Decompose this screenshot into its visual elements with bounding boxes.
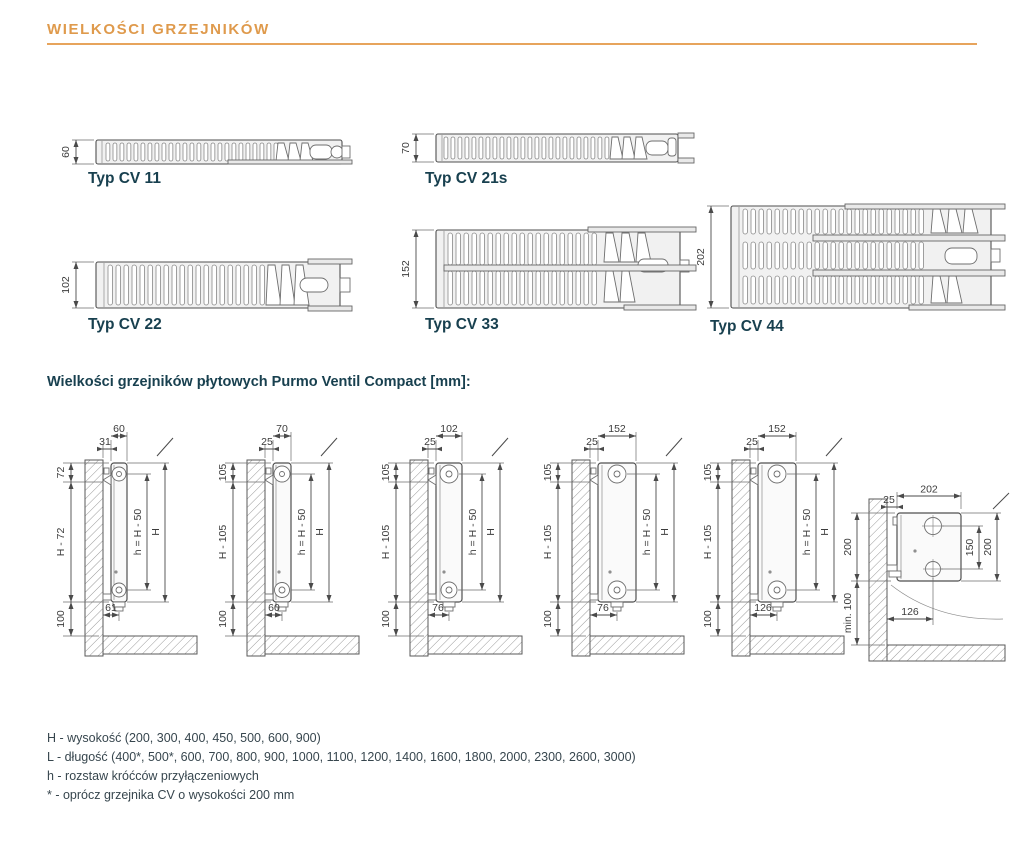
dim-label: 152 bbox=[400, 260, 412, 278]
dim-label: 70 bbox=[400, 142, 412, 154]
type-label-cv33: Typ CV 33 bbox=[425, 316, 499, 333]
radiator-top-profile bbox=[436, 227, 696, 310]
radiator-side-profile bbox=[428, 463, 462, 611]
dim-label: 105 bbox=[702, 463, 714, 482]
dim-label: min. 100 bbox=[842, 592, 854, 634]
dimension-annotations bbox=[400, 230, 434, 308]
cv44-top-view-diagram bbox=[695, 196, 1010, 316]
corner-installation-diagram bbox=[842, 483, 1025, 675]
dim-label: 60 bbox=[268, 602, 280, 614]
dim-label: 100 bbox=[55, 610, 67, 628]
dim-label: 25 bbox=[746, 436, 758, 448]
dim-label: 102 bbox=[60, 276, 72, 294]
legend-line-spacing: h - rozstaw króćców przyłączeniowych bbox=[47, 769, 259, 783]
dim-label: 61 bbox=[105, 602, 117, 614]
dim-label: H - 105 bbox=[380, 524, 392, 560]
dim-label: H bbox=[485, 528, 497, 536]
dim-label: 126 bbox=[754, 602, 772, 614]
dim-label: h = H - 50 bbox=[801, 508, 813, 556]
cv21s-top-view-diagram bbox=[400, 124, 700, 172]
wall-and-floor bbox=[247, 460, 359, 656]
type-label-cv44: Typ CV 44 bbox=[710, 318, 784, 335]
dim-label: 100 bbox=[702, 610, 714, 628]
side-view-cv11 bbox=[45, 420, 210, 670]
cv11-top-view-diagram bbox=[60, 130, 360, 172]
radiator-top-profile bbox=[731, 204, 1005, 310]
page-title: WIELKOŚCI GRZEJNIKÓW bbox=[47, 21, 270, 38]
dim-label: 105 bbox=[542, 463, 554, 482]
radiator-top-profile bbox=[96, 140, 352, 164]
dim-label: H bbox=[150, 528, 162, 536]
dim-label: h = H - 50 bbox=[296, 508, 308, 556]
dim-label: 31 bbox=[99, 436, 111, 448]
dim-label: 152 bbox=[608, 423, 626, 435]
type-label-cv22: Typ CV 22 bbox=[88, 316, 162, 333]
radiator-top-profile bbox=[96, 259, 352, 311]
convector-fins bbox=[743, 276, 923, 304]
dim-label: H bbox=[819, 528, 831, 536]
header-rule bbox=[47, 43, 977, 45]
dim-label: H bbox=[314, 528, 326, 536]
side-view-cv33 bbox=[532, 420, 697, 670]
radiator-top-profile bbox=[436, 133, 694, 163]
dim-label: 25 bbox=[586, 436, 598, 448]
dim-label: H - 105 bbox=[217, 524, 229, 560]
dim-label: 200 bbox=[982, 538, 994, 556]
radiator-side-profile bbox=[103, 463, 127, 611]
side-view-cv44 bbox=[692, 420, 857, 670]
radiator-side-profile bbox=[887, 513, 1003, 619]
cv22-top-view-diagram bbox=[60, 252, 360, 316]
type-label-cv21s: Typ CV 21s bbox=[425, 170, 508, 187]
dim-label: 200 bbox=[842, 538, 854, 556]
dim-label: 72 bbox=[55, 466, 67, 479]
dim-label: h = H - 50 bbox=[467, 508, 479, 556]
cv33-top-view-diagram bbox=[400, 220, 700, 316]
dim-label: 25 bbox=[261, 436, 273, 448]
dim-label: H - 105 bbox=[702, 524, 714, 560]
dim-label: 152 bbox=[768, 423, 786, 435]
dim-label: H bbox=[659, 528, 671, 536]
dim-label: 100 bbox=[542, 610, 554, 628]
dim-label: 76 bbox=[432, 602, 444, 614]
dim-label: 102 bbox=[440, 423, 458, 435]
dim-label: 76 bbox=[597, 602, 609, 614]
dim-label: 202 bbox=[695, 248, 707, 266]
radiator-side-profile bbox=[265, 463, 291, 611]
convector-fins bbox=[743, 209, 923, 234]
section-title: Wielkości grzejników płytowych Purmo Ventil Compact [mm]: bbox=[47, 374, 471, 390]
dimension-annotations bbox=[400, 134, 434, 162]
dimension-annotations bbox=[695, 206, 729, 308]
side-view-cv22 bbox=[370, 420, 535, 670]
radiator-side-profile bbox=[750, 463, 796, 611]
dim-label: 25 bbox=[424, 436, 436, 448]
dim-label: 100 bbox=[380, 610, 392, 628]
dim-label: 100 bbox=[217, 610, 229, 628]
wall-and-floor bbox=[85, 460, 197, 656]
dim-label: 105 bbox=[217, 463, 229, 482]
side-view-cv21s bbox=[207, 420, 372, 670]
dimension-annotations bbox=[60, 140, 94, 164]
legend-line-note: * - oprócz grzejnika CV o wysokości 200 mm bbox=[47, 788, 295, 802]
legend-line-length: L - długość (400*, 500*, 600, 700, 800, 900, 1000, 1100, 1200, 1400, 1600, 1800, 2000, 2300, 2600, 3000) bbox=[47, 750, 636, 764]
type-label-cv11: Typ CV 11 bbox=[88, 170, 161, 187]
dim-label: 150 bbox=[964, 538, 976, 557]
dim-label: h = H - 50 bbox=[641, 508, 653, 556]
radiator-side-profile bbox=[590, 463, 636, 611]
convector-fins bbox=[743, 242, 923, 269]
dim-label: 202 bbox=[920, 483, 938, 496]
dim-label: 126 bbox=[901, 606, 919, 618]
wall-and-floor bbox=[410, 460, 522, 656]
dim-label: 60 bbox=[113, 423, 125, 435]
dim-label: 60 bbox=[60, 146, 72, 158]
dim-label: H - 105 bbox=[542, 524, 554, 560]
dim-label: 70 bbox=[276, 423, 288, 435]
dim-label: 25 bbox=[883, 494, 895, 506]
dim-label: h = H - 50 bbox=[132, 508, 144, 556]
legend-line-height: H - wysokość (200, 300, 400, 450, 500, 600, 900) bbox=[47, 731, 321, 745]
dim-label: 105 bbox=[380, 463, 392, 482]
dimension-annotations bbox=[60, 262, 94, 308]
dim-label: H - 72 bbox=[55, 527, 67, 557]
